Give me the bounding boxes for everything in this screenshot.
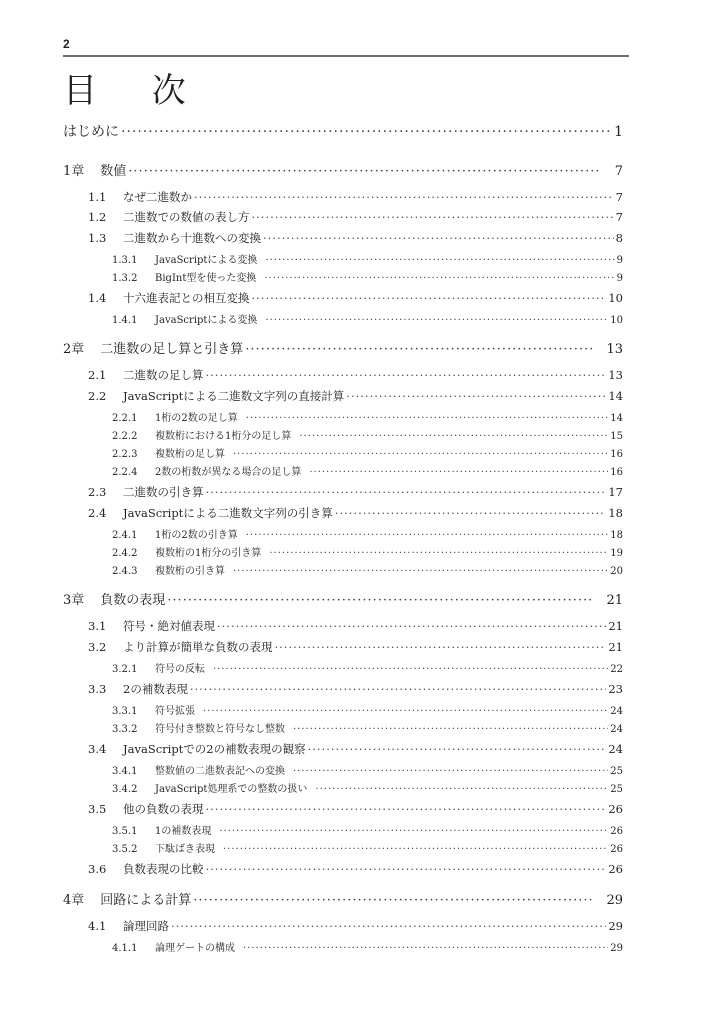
toc-page-number: 26 (610, 844, 623, 855)
dot-leader (299, 431, 608, 442)
toc-subsection-entry[interactable] (112, 463, 623, 478)
toc-page-number: 19 (610, 548, 623, 559)
toc-entry-title: 二進数の足し算 (123, 368, 204, 382)
toc-page-number: 26 (608, 802, 623, 816)
toc-entry-number: 2.2.2 (112, 431, 138, 442)
dot-leader (263, 231, 614, 245)
toc-subsection-entry[interactable] (112, 311, 623, 326)
toc-subsection-entry[interactable] (112, 660, 623, 675)
toc-entry-title: 2の補数表現 (123, 682, 188, 696)
toc-entry-title: 符号の反転 (155, 664, 205, 675)
dot-leader (264, 273, 614, 284)
toc-page-number: 26 (608, 862, 623, 876)
toc-entry-number: 3.5 (88, 802, 107, 816)
dot-leader (223, 844, 608, 855)
dot-leader (309, 467, 608, 478)
toc-page-number: 7 (615, 190, 623, 204)
toc-entry-title: より計算が簡単な負数の表現 (123, 640, 273, 654)
toc-entry-number: 2.4.2 (112, 548, 138, 559)
toc-entry-title: JavaScript処理系での整数の扱い (155, 784, 308, 795)
toc-page-number: 25 (610, 766, 623, 777)
toc-entry-title: JavaScriptでの2の補数表現の観察 (123, 742, 306, 756)
toc-subsection-entry[interactable] (112, 409, 623, 424)
toc-subsection-entry[interactable] (112, 445, 623, 460)
toc-page-number: 7 (615, 210, 623, 224)
toc-entry-number: 2.2 (88, 389, 107, 403)
toc-entry-title: 1桁の2数の足し算 (155, 413, 238, 424)
dot-leader (252, 291, 607, 305)
dot-leader (346, 389, 606, 403)
toc-entry-number: 1章 (63, 164, 85, 179)
toc-entry-number: 2.4.1 (112, 530, 138, 541)
dot-leader (217, 619, 606, 633)
dot-leader (194, 190, 614, 204)
toc-section-entry[interactable] (88, 189, 623, 205)
dot-leader (308, 742, 607, 756)
toc-page-number: 29 (610, 943, 623, 954)
toc-page-number: 18 (610, 530, 623, 541)
toc-subsection-entry[interactable] (112, 720, 623, 735)
toc-page-number: 8 (615, 231, 623, 245)
dot-leader (275, 640, 607, 654)
toc-entry-number: 3.1 (88, 619, 107, 633)
toc-entry-title: 整数値の二進数表記への変換 (155, 766, 285, 777)
toc-entry-number: 4章 (63, 893, 85, 908)
toc-page-number: 29 (606, 893, 623, 908)
toc-entry-number: 3.2 (88, 640, 107, 654)
toc-section-entry[interactable] (88, 861, 623, 877)
dot-leader (293, 724, 608, 735)
toc-entry-number: 3.5.1 (112, 826, 138, 837)
toc-entry-number: 3.3.2 (112, 724, 138, 735)
toc-entry-title: 符号付き整数と符号なし整数 (155, 724, 285, 735)
toc-section-entry[interactable] (88, 209, 623, 225)
toc-entry-title: 二進数の引き算 (123, 485, 204, 499)
toc-entry-title: JavaScriptによる二進数文字列の引き算 (123, 506, 333, 520)
toc-page-number: 29 (608, 919, 623, 933)
toc-entry-title: JavaScriptによる変換 (155, 315, 258, 326)
toc-page-number: 25 (610, 784, 623, 795)
dot-leader (213, 664, 608, 675)
toc-page-number: 16 (610, 467, 623, 478)
dot-leader (233, 449, 608, 460)
toc-page-number: 7 (614, 164, 623, 179)
toc-entry-number: 3.6 (88, 862, 107, 876)
toc-entry-number: 1.4 (88, 291, 107, 305)
toc-page-number: 22 (610, 664, 623, 675)
toc-subsection-entry[interactable] (112, 939, 623, 954)
toc-entry-number: 3.4.2 (112, 784, 138, 795)
toc-subsection-entry[interactable] (112, 544, 623, 559)
dot-leader (193, 893, 592, 908)
toc-section-entry[interactable] (88, 681, 623, 697)
dot-leader (293, 766, 608, 777)
toc-entry-title: 符号・絶対値表現 (123, 619, 215, 633)
dot-leader (233, 566, 608, 577)
toc-page-number: 10 (608, 291, 623, 305)
toc-page-number: 14 (608, 389, 623, 403)
toc-subsection-entry[interactable] (112, 269, 623, 284)
toc-entry-title: 他の負数の表現 (123, 802, 204, 816)
dot-leader (206, 485, 607, 499)
dot-leader (167, 593, 592, 608)
toc-subsection-entry[interactable] (112, 840, 623, 855)
toc-entry-number: 1.4.1 (112, 315, 138, 326)
toc-section-entry[interactable] (88, 388, 623, 404)
dot-leader (190, 682, 607, 696)
toc-page-number: 24 (608, 742, 623, 756)
dot-leader (335, 506, 607, 520)
toc-page-number: 26 (610, 826, 623, 837)
toc-entry-title: JavaScriptによる二進数文字列の直接計算 (123, 389, 345, 403)
toc-page-number: 14 (610, 413, 623, 424)
toc-chapter-entry[interactable] (63, 338, 623, 357)
toc-entry-title: 符号拡張 (155, 706, 195, 717)
toc-page-number: 17 (608, 485, 623, 499)
toc-entry-number: 3.4.1 (112, 766, 138, 777)
toc-section-entry[interactable] (88, 639, 623, 655)
toc-entry-title: 下駄ばき表現 (155, 844, 215, 855)
toc-page-number: 18 (608, 506, 623, 520)
toc-entry-number: 1.3 (88, 231, 107, 245)
dot-leader (171, 919, 606, 933)
toc-entry-title: 負数の表現 (100, 593, 166, 608)
dot-leader (219, 826, 608, 837)
toc-entry-number: 3.4 (88, 742, 107, 756)
toc-entry-number: 2章 (63, 342, 85, 357)
dot-leader (245, 342, 592, 357)
dot-leader (252, 210, 614, 224)
toc-subsection-entry[interactable] (112, 762, 623, 777)
toc-page-number: 9 (616, 273, 623, 284)
toc-subsection-entry[interactable] (112, 780, 623, 795)
toc-entry-number: 4.1.1 (112, 943, 138, 954)
dot-leader (246, 530, 609, 541)
toc-page-number: 20 (610, 566, 623, 577)
toc-entry-number: 2.4.3 (112, 566, 138, 577)
toc-entry-title: 負数表現の比較 (123, 862, 204, 876)
toc-entry-title: 複数桁における1桁分の足し算 (155, 431, 292, 442)
toc-page-number: 21 (606, 593, 623, 608)
toc-page-number: 13 (608, 368, 623, 382)
dot-leader (243, 943, 608, 954)
dot-leader (265, 255, 614, 266)
toc-entry-title: 二進数の足し算と引き算 (100, 342, 244, 357)
dot-leader (206, 368, 607, 382)
toc-entry-title: 複数桁の足し算 (155, 449, 225, 460)
toc-entry-number: 2.3 (88, 485, 107, 499)
toc-page-number: 15 (610, 431, 623, 442)
toc-entry-title: 回路による計算 (100, 893, 192, 908)
toc-page-number: 16 (610, 449, 623, 460)
dot-leader (121, 124, 612, 140)
toc-section-entry[interactable] (88, 230, 623, 246)
toc-subsection-entry[interactable] (112, 427, 623, 442)
toc-page-number: 23 (608, 682, 623, 696)
toc-page-number: 13 (606, 342, 623, 357)
toc-chapter-entry[interactable] (63, 889, 623, 908)
toc-entry-number: 1.3.2 (112, 273, 138, 284)
toc-page-number: 24 (610, 724, 623, 735)
toc-subsection-entry[interactable] (112, 702, 623, 717)
toc-entry-number: 3.2.1 (112, 664, 138, 675)
toc-subsection-entry[interactable] (112, 251, 623, 266)
toc-entry-number: 1.2 (88, 210, 107, 224)
dot-leader (246, 413, 609, 424)
toc-entry-title: なぜ二進数か (123, 190, 192, 204)
toc-section-entry[interactable] (88, 801, 623, 817)
toc-entry-number: 2.2.1 (112, 413, 138, 424)
dot-leader (128, 164, 600, 179)
toc-entry-number: 3.3 (88, 682, 107, 696)
toc-chapter-entry[interactable] (63, 589, 623, 608)
toc-entry-title: はじめに (63, 124, 119, 140)
dot-leader (269, 548, 608, 559)
dot-leader (265, 315, 608, 326)
toc-page-number: 10 (610, 315, 623, 326)
toc-page-number: 1 (614, 124, 623, 140)
toc-section-entry[interactable] (88, 918, 623, 934)
toc-entry-title: 1の補数表現 (155, 826, 212, 837)
toc-entry-title: 2数の桁数が異なる場合の足し算 (155, 467, 302, 478)
toc-chapter-entry[interactable] (63, 121, 623, 141)
toc-page-number: 21 (608, 640, 623, 654)
toc-entry-number: 4.1 (88, 919, 107, 933)
toc-chapter-entry[interactable] (63, 160, 623, 179)
toc-section-entry[interactable] (88, 741, 623, 757)
toc-entry-number: 3.5.2 (112, 844, 138, 855)
toc-entry-title: 複数桁の1桁分の引き算 (155, 548, 262, 559)
toc-entry-number: 3章 (63, 593, 85, 608)
dot-leader (206, 862, 607, 876)
toc-section-entry[interactable] (88, 290, 623, 306)
toc-entry-title: 論理回路 (123, 919, 169, 933)
toc-page-number: 24 (610, 706, 623, 717)
dot-leader (206, 802, 607, 816)
toc-entry-number: 1.1 (88, 190, 107, 204)
toc-entry-title: JavaScriptによる変換 (155, 255, 258, 266)
toc-entry-title: 複数桁の引き算 (155, 566, 225, 577)
toc-section-entry[interactable] (88, 367, 623, 383)
toc-page-number: 21 (608, 619, 623, 633)
toc-entry-title: 数値 (100, 164, 127, 179)
toc-entry-number: 2.4 (88, 506, 107, 520)
toc-page-number: 9 (616, 255, 623, 266)
toc-entry-number: 3.3.1 (112, 706, 138, 717)
toc-subsection-entry[interactable] (112, 526, 623, 541)
toc-entry-title: 二進数から十進数への変換 (123, 231, 261, 245)
toc-entry-title: 論理ゲートの構成 (155, 943, 235, 954)
toc-subsection-entry[interactable] (112, 822, 623, 837)
toc-entry-title: 1桁の2数の引き算 (155, 530, 238, 541)
toc-entry-title: 二進数での数値の表し方 (123, 210, 250, 224)
toc-subsection-entry[interactable] (112, 562, 623, 577)
page-title: 目 次 (63, 71, 208, 111)
dot-leader (315, 784, 608, 795)
toc-entry-number: 2.2.4 (112, 467, 138, 478)
toc-section-entry[interactable] (88, 618, 623, 634)
toc-entry-number: 2.2.3 (112, 449, 138, 460)
toc-entry-title: 十六進表記との相互変換 (123, 291, 250, 305)
toc-entry-title: BigInt型を使った変換 (155, 273, 257, 284)
page-number: 2 (63, 37, 70, 51)
toc-section-entry[interactable] (88, 484, 623, 500)
header-rule (63, 55, 629, 57)
toc-entry-number: 1.3.1 (112, 255, 138, 266)
dot-leader (203, 706, 608, 717)
toc-section-entry[interactable] (88, 505, 623, 521)
toc-entry-number: 2.1 (88, 368, 107, 382)
